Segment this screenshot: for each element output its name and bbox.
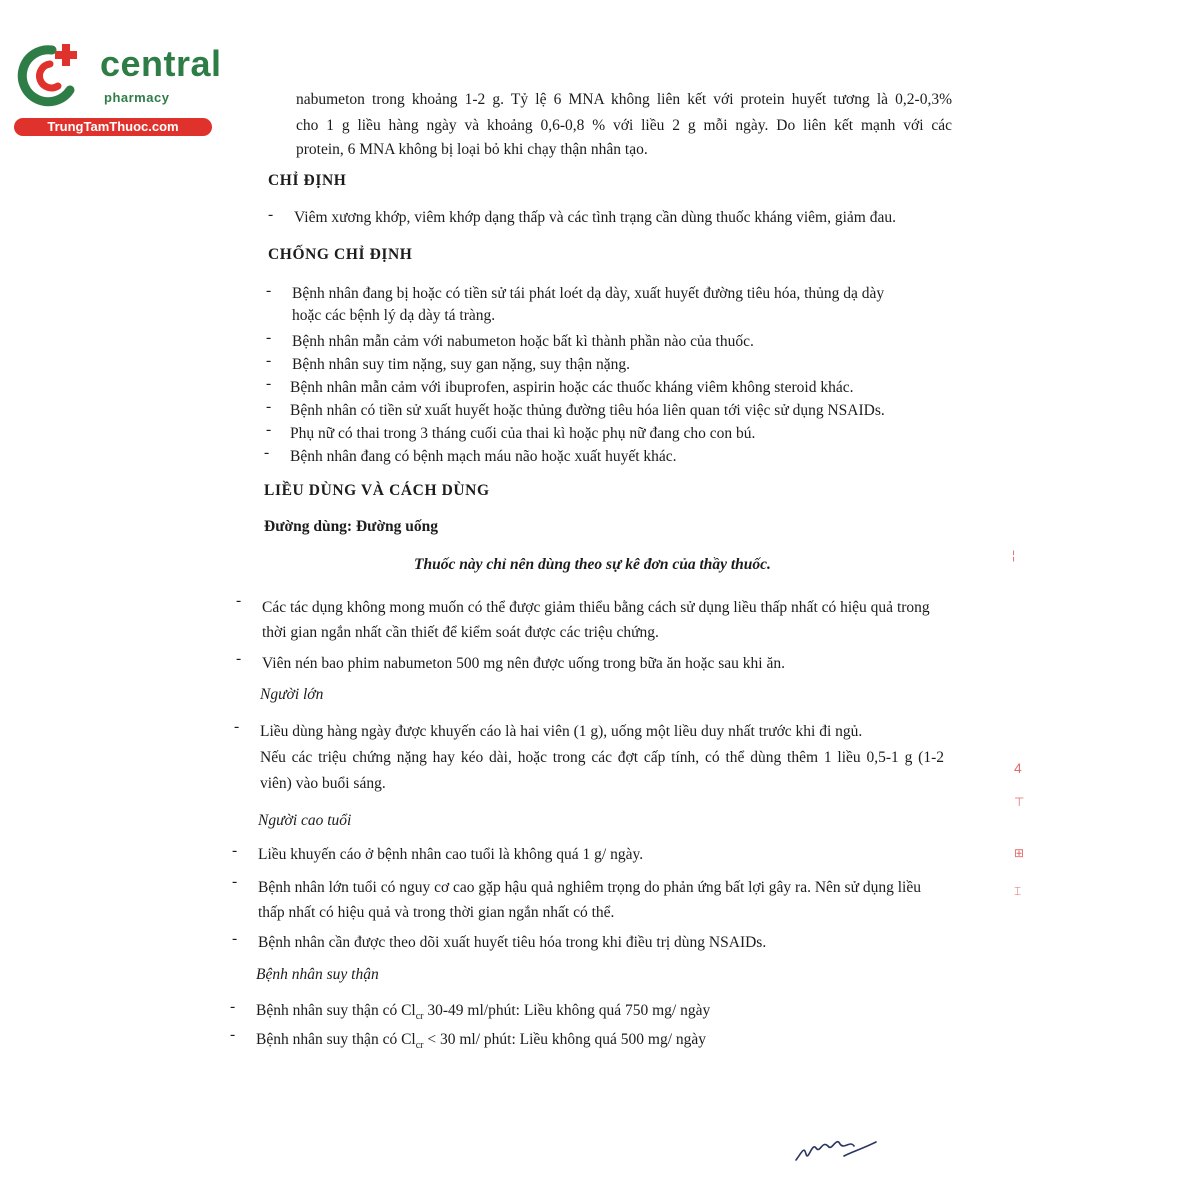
adults-subheading: Người lớn <box>260 686 324 703</box>
pharmacy-cross-icon <box>12 38 94 110</box>
elderly-subheading: Người cao tuổi <box>258 812 352 829</box>
bullet-dash: - <box>236 592 242 609</box>
contraindication-item: Phụ nữ có thai trong 3 tháng cuối của thai kì hoặc phụ nữ đang cho con bú. <box>290 425 756 442</box>
signature-mark <box>790 1122 890 1172</box>
bullet-dash: - <box>266 329 272 346</box>
dosage-general-item-cont: thời gian ngắn nhất cần thiết để kiểm soát được các triệu chứng. <box>262 624 659 641</box>
renal-dose-item: Bệnh nhân suy thận có $Cl_{cr}$ 30-49 ml/phút: Liều không quá 750 mg/ ngày <box>256 1002 711 1023</box>
logo-website-link[interactable]: TrungTamThuoc.com <box>14 118 212 136</box>
bullet-dash: - <box>266 421 272 438</box>
logo-name: central <box>100 43 222 84</box>
stamp-mark: ⊤ <box>1014 795 1025 809</box>
elderly-dose-item-cont: thấp nhất có hiệu quả và trong thời gian ngắn nhất có thể. <box>258 904 615 921</box>
stamp-mark: ¦ <box>1012 548 1016 562</box>
central-pharmacy-logo[interactable] <box>12 38 222 138</box>
intro-line-1: nabumeton trong khoảng 1-2 g. Tỷ lệ 6 MNA không liên kết với protein huyết tương là 0,2-0,3% <box>296 91 952 108</box>
bullet-dash: - <box>230 998 236 1015</box>
contraindications-heading: CHỐNG CHỈ ĐỊNH <box>268 246 413 263</box>
elderly-dose-item: Bệnh nhân cần được theo dõi xuất huyết tiêu hóa trong khi điều trị dùng NSAIDs. <box>258 934 767 951</box>
indication-item: Viêm xương khớp, viêm khớp dạng thấp và các tình trạng cần dùng thuốc kháng viêm, giảm đau. <box>294 209 896 226</box>
dosage-general-item: Viên nén bao phim nabumeton 500 mg nên được uống trong bữa ăn hoặc sau khi ăn. <box>262 655 785 672</box>
contraindication-item: Bệnh nhân đang có bệnh mạch máu não hoặc xuất huyết khác. <box>290 448 677 465</box>
bullet-dash: - <box>266 282 272 299</box>
bullet-dash: - <box>236 650 242 667</box>
bullet-dash: - <box>266 398 272 415</box>
contraindication-item: Bệnh nhân mẫn cảm với ibuprofen, aspirin hoặc các thuốc kháng viêm không steroid khác. <box>290 379 854 396</box>
bullet-dash: - <box>232 930 238 947</box>
bullet-dash: - <box>232 842 238 859</box>
contraindication-item: Bệnh nhân mẫn cảm với nabumeton hoặc bất kì thành phần nào của thuốc. <box>292 333 754 350</box>
indications-heading: CHỈ ĐỊNH <box>268 172 347 189</box>
renal-subheading: Bệnh nhân suy thận <box>256 966 379 983</box>
dosage-heading: LIỀU DÙNG VÀ CÁCH DÙNG <box>264 482 490 499</box>
prescription-notice: Thuốc này chỉ nên dùng theo sự kê đơn của thầy thuốc. <box>414 556 771 573</box>
dosage-general-item: Các tác dụng không mong muốn có thể được giảm thiểu bằng cách sử dụng liều thấp nhất có hiệu quả trong <box>262 599 930 616</box>
bullet-dash: - <box>268 206 274 223</box>
renal-dose-item: Bệnh nhân suy thận có $Cl_{cr} < 30$ ml/ phút: Liều không quá 500 mg/ ngày <box>256 1031 707 1052</box>
contraindication-item: Bệnh nhân đang bị hoặc có tiền sử tái phát loét dạ dày, xuất huyết đường tiêu hóa, thủng dạ dày <box>292 285 885 302</box>
contraindication-item: Bệnh nhân suy tim nặng, suy gan nặng, suy thận nặng. <box>292 356 630 373</box>
contraindication-item: Bệnh nhân có tiền sử xuất huyết hoặc thủng đường tiêu hóa liên quan tới việc sử dụng NSAIDs. <box>290 402 885 419</box>
elderly-dose-item: Bệnh nhân lớn tuổi có nguy cơ cao gặp hậu quả nghiêm trọng do phản ứng bất lợi gây ra. Nên sử dụng liều <box>258 879 921 896</box>
bullet-dash: - <box>234 718 240 735</box>
stamp-mark: 4 <box>1014 760 1022 776</box>
stamp-mark: ⌶ <box>1014 884 1022 898</box>
logo-subtitle: pharmacy <box>104 90 170 105</box>
bullet-dash: - <box>232 873 238 890</box>
bullet-dash: - <box>230 1026 236 1043</box>
intro-line-3: protein, 6 MNA không bị loại bỏ khi chạy thận nhân tạo. <box>296 141 648 158</box>
route-of-administration: Đường dùng: Đường uống <box>264 518 439 535</box>
bullet-dash: - <box>266 375 272 392</box>
elderly-dose-item: Liều khuyến cáo ở bệnh nhân cao tuổi là không quá 1 g/ ngày. <box>258 846 644 863</box>
adults-dose-item: Liều dùng hàng ngày được khuyến cáo là hai viên (1 g), uống một liều duy nhất trước khi đi ngủ. <box>260 723 863 740</box>
intro-line-2: cho 1 g liều hàng ngày và khoảng 0,6-0,8 % với liều 2 g mỗi ngày. Do liên kết mạnh với các <box>296 117 952 134</box>
stamp-mark: ⊞ <box>1014 846 1025 860</box>
contraindication-item-cont: hoặc các bệnh lý dạ dày tá tràng. <box>292 307 496 324</box>
bullet-dash: - <box>266 352 272 369</box>
adults-dose-extra: Nếu các triệu chứng nặng hay kéo dài, hoặc trong các đợt cấp tính, có thể dùng thêm 1 liều 0,5-1 g (1-2 <box>260 749 944 766</box>
bullet-dash: - <box>264 444 270 461</box>
adults-dose-extra-cont: viên) vào buổi sáng. <box>260 775 386 792</box>
